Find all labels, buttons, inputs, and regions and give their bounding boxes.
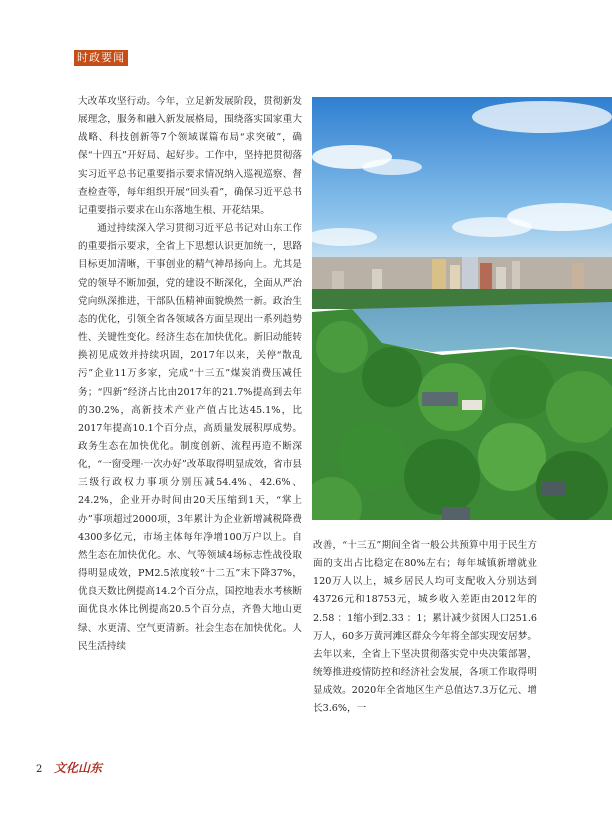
page-number: 2 xyxy=(36,764,43,775)
paragraph: 大改革攻坚行动。今年，立足新发展阶段，贯彻新发展理念，服务和融入新发展格局，围绕落实国家重大战略、科技创新等7个领域谋篇布局“求突破”，确保“十四五”开好局、起好步。工作中，坚持把贯彻落实习近平总书记重要指示要求情况纳入巡视巡察、督查检查等，每年组织开展“回头看”，确保习近平总书记重要指示要求在山东落地生根、开花结果。 xyxy=(78,96,302,216)
magazine-logo: 文化山东 xyxy=(54,761,103,775)
right-column xyxy=(313,537,537,737)
paragraph: 通过持续深入学习贯彻习近平总书记对山东工作的重要指示要求，全省上下思想认识更加统一，思路目标更加清晰，干事创业的精气神昂扬向上。尤其是党的领导不断加强，党的建设不断深化，全面从严治党向纵深推进，干部队伍精神面貌焕然一新。政治生态的优化，引领全省各领域各方面呈现出一系列趋势性、关键性变化。经济生态在加快优化。新旧动能转换初见成效并持续巩固，2017年以来，关停“散乱污”企业11万多家，完成“十三五”煤炭消费压减任务；“四新”经济占比由2017年的21.7%提高到去年的30.2%，高新技术产业产值占比达45.1%，比2017年提高10.1个百分点，高质量发展积厚成势。政务生态在加快优化。制度创新、流程再造不断深化，“一窗受理·一次办好”改革取得明显成效，省市县三级行政权力事项分别压减54.4%、42.6%、24.2%，企业开办时间由20天压缩到1天，“掌上办”事项超过2000项，3年累计为企业新增减税降费4300多亿元，市场主体每年净增100万户以上。自然生态在加快优化。水、气等领域4场标志性战役取得明显成效，PM2.5浓度较“十二五”末下降37%，优良天数比例提高14.2个百分点，国控地表水考核断面优良水体比例提高20.5个百分点，齐鲁大地山更绿、水更清、空气更清新。社会生态在加快优化。人民生活持续 xyxy=(78,223,302,652)
section-tag: 时政要闻 xyxy=(74,50,128,66)
paragraph: 改善，“十三五”期间全省一般公共预算中用于民生方面的支出占比稳定在80%左右；每年城镇新增就业120万人以上，城乡居民人均可支配收入分别达到43726元和18753元，城乡收入差距由2012年的2.58 ：1缩小到2.33 ：1；累计减少贫困人口251.6万人，60多万黄河滩区群众今年将全部实现安居梦。去年以来，全省上下坚决贯彻落实党中央决策部署，统筹推进疫情防控和经济社会发展，各项工作取得明显成效。2020年全省地区生产总值达7.3万亿元、增长3.6%，一 xyxy=(313,540,537,715)
city-lake-photo xyxy=(312,97,612,520)
left-column xyxy=(78,93,302,765)
